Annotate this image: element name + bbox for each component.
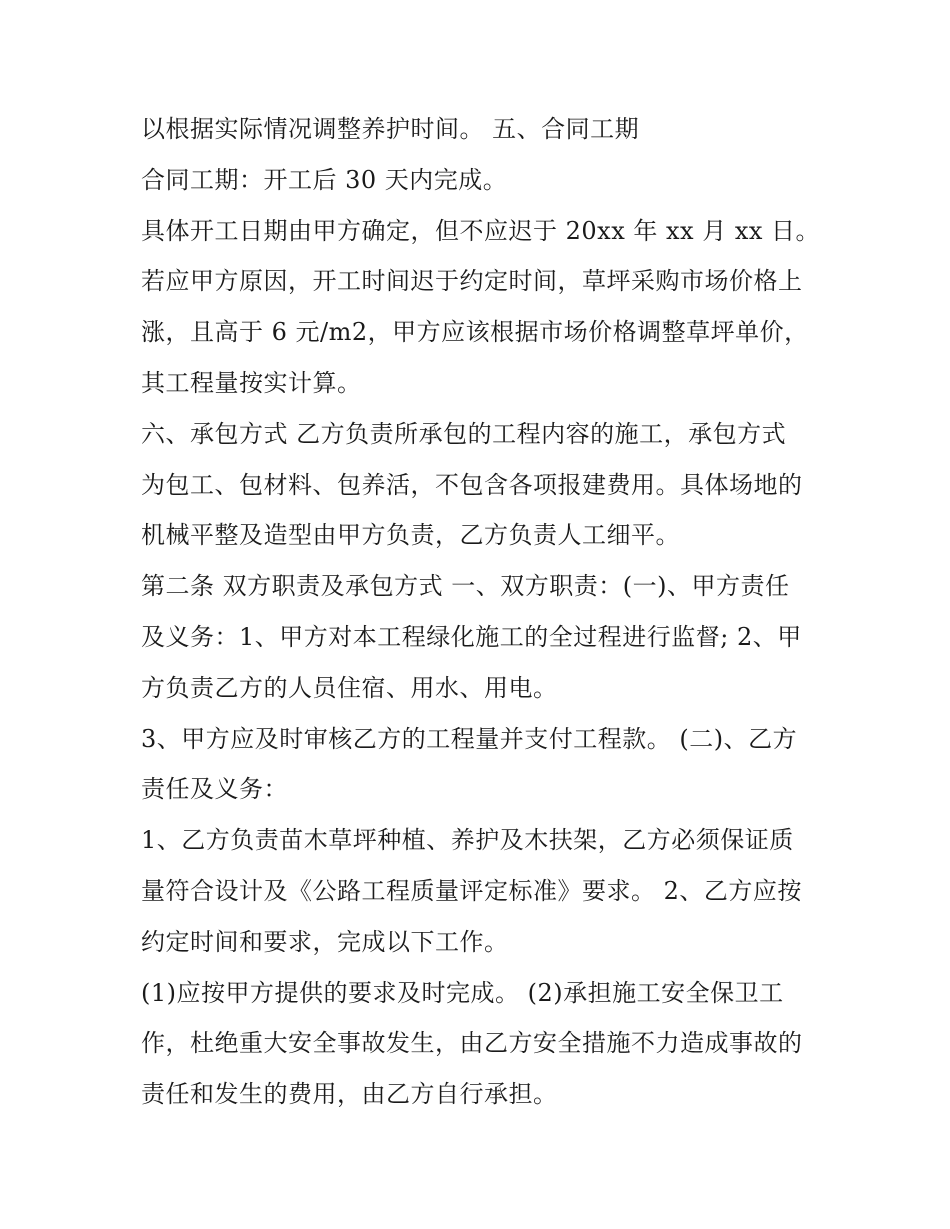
text-line: 责任及义务： [141, 775, 288, 804]
text-line: (1)应按甲方提供的要求及时完成。 (2)承担施工安全保卫工 [141, 978, 784, 1007]
text-line: 量符合设计及《公路工程质量评定标准》要求。 2、乙方应按 [141, 876, 802, 905]
text-line: 六、承包方式 乙方负责所承包的工程内容的施工，承包方式 [141, 419, 787, 448]
text-line: 涨，且高于 6 元/m2，甲方应该根据市场价格调整草坪单价， [141, 318, 809, 347]
document-body [141, 108, 831, 1124]
text-line: 及义务：1、甲方对本工程绿化施工的全过程进行监督; 2、甲 [141, 622, 802, 651]
text-line: 以根据实际情况调整养护时间。 五、合同工期 [141, 115, 640, 143]
text-line: 3、甲方应及时审核乙方的工程量并支付工程款。 (二)、乙方 [141, 724, 798, 753]
text-line: 作，杜绝重大安全事故发生，由乙方安全措施不力造成事故的 [141, 1029, 803, 1058]
text-line: 方负责乙方的人员住宿、用水、用电。 [141, 673, 558, 702]
text-line: 机械平整及造型由甲方负责，乙方负责人工细平。 [141, 521, 680, 550]
text-line: 若应甲方原因，开工时间迟于约定时间，草坪采购市场价格上 [141, 267, 803, 296]
text-line: 责任和发生的费用，由乙方自行承担。 [141, 1080, 558, 1109]
text-line: 1、乙方负责苗木草坪种植、养护及木扶架，乙方必须保证质 [141, 826, 794, 855]
text-line: 具体开工日期由甲方确定，但不应迟于 20xx 年 xx 月 xx 日。 [141, 216, 821, 245]
text-line: 为包工、包材料、包养活，不包含各项报建费用。具体场地的 [141, 470, 803, 499]
text-line: 合同工期：开工后 30 天内完成。 [141, 165, 508, 194]
text-line: 其工程量按实计算。 [141, 368, 362, 397]
text-line: 第二条 双方职责及承包方式 一、双方职责：(一)、甲方责任 [141, 572, 790, 601]
text-line: 约定时间和要求，完成以下工作。 [141, 927, 509, 956]
